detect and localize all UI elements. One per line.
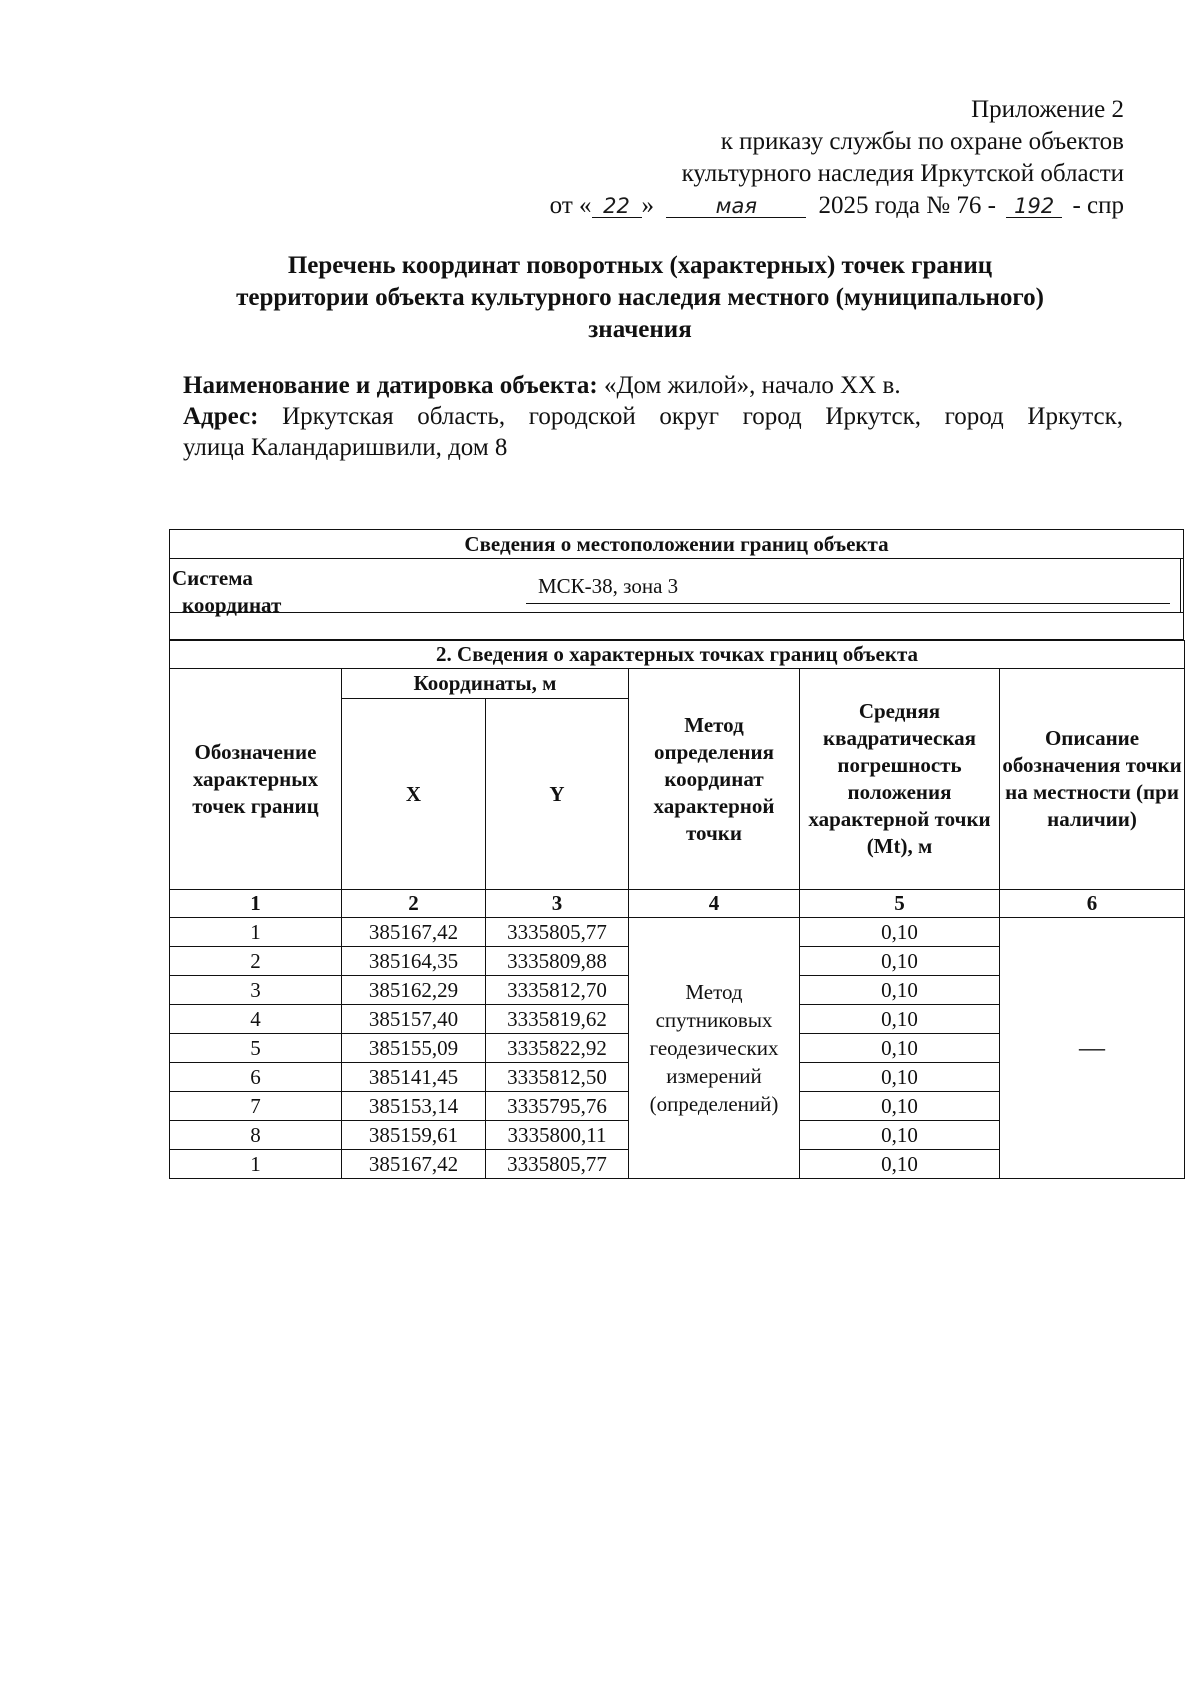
object-address-row-2: улица Каландаришвили, дом 8 [183, 434, 508, 461]
coordinate-system-divider [1180, 559, 1181, 612]
description-cell: — [1000, 918, 1185, 1179]
point-error: 0,10 [800, 1005, 1000, 1034]
point-x: 385153,14 [342, 1092, 486, 1121]
date-quote-close: » [641, 192, 655, 219]
point-error: 0,10 [800, 947, 1000, 976]
col-point-header: Обозначение характерных точек границ [170, 669, 342, 890]
location-section [169, 529, 1184, 640]
coordinate-system-row [170, 559, 1183, 640]
point-y: 3335812,50 [486, 1063, 629, 1092]
object-name-row [183, 370, 1123, 401]
point-y: 3335819,62 [486, 1005, 629, 1034]
order-year-number: 2025 года № 76 - [818, 192, 996, 219]
coordinate-system-label [172, 565, 281, 619]
annex-order-ref: к приказу службы по охране объектов [720, 128, 1124, 155]
col-coords-header: Координаты, м [342, 669, 629, 699]
coordinate-system-label-1: Система [172, 566, 253, 590]
column-number: 5 [800, 890, 1000, 918]
point-error: 0,10 [800, 1092, 1000, 1121]
annex-date-line [550, 190, 1124, 222]
point-id: 3 [170, 976, 342, 1005]
column-number: 6 [1000, 890, 1185, 918]
title-line-3: значения [588, 316, 692, 343]
point-error: 0,10 [800, 976, 1000, 1005]
date-prefix: от « [549, 192, 592, 219]
point-id: 6 [170, 1063, 342, 1092]
col-method-header: Метод определения координат характерной точки [629, 669, 800, 890]
object-name-value: «Дом жилой», начало XX в. [603, 372, 901, 399]
annex-title: Приложение 2 [971, 96, 1124, 123]
handwritten-month: мая [666, 195, 806, 218]
point-x: 385164,35 [342, 947, 486, 976]
point-error: 0,10 [800, 918, 1000, 947]
method-cell: Метод спутниковых геодезических измерений (определений) [629, 918, 800, 1179]
point-x: 385162,29 [342, 976, 486, 1005]
location-header: Сведения о местоположении границ объекта [170, 530, 1183, 559]
column-number-row [170, 890, 1185, 918]
points-table-header: 2. Сведения о характерных точках границ объекта [170, 641, 1185, 669]
column-number: 1 [170, 890, 342, 918]
handwritten-day: 22 [592, 195, 642, 218]
point-y: 3335822,92 [486, 1034, 629, 1063]
point-y: 3335800,11 [486, 1121, 629, 1150]
order-suffix: - спр [1072, 192, 1124, 219]
point-x: 385157,40 [342, 1005, 486, 1034]
point-error: 0,10 [800, 1150, 1000, 1179]
point-id: 8 [170, 1121, 342, 1150]
point-id: 4 [170, 1005, 342, 1034]
point-x: 385167,42 [342, 1150, 486, 1179]
point-x: 385155,09 [342, 1034, 486, 1063]
point-y: 3335812,70 [486, 976, 629, 1005]
object-address-label: Адрес: [183, 403, 259, 430]
coordinate-system-value: МСК-38, зона 3 [526, 569, 1170, 604]
title-line-1: Перечень координат поворотных (характерных) точек границ [287, 252, 993, 279]
point-id: 5 [170, 1034, 342, 1063]
point-id: 2 [170, 947, 342, 976]
column-number: 4 [629, 890, 800, 918]
point-y: 3335795,76 [486, 1092, 629, 1121]
col-description-header: Описание обозначения точки на местности (при наличии) [1000, 669, 1185, 890]
point-y: 3335805,77 [486, 918, 629, 947]
point-id: 7 [170, 1092, 342, 1121]
object-name-label: Наименование и датировка объекта: [183, 372, 598, 399]
annex-header [550, 94, 1124, 222]
point-id: 1 [170, 1150, 342, 1179]
col-y-header: Y [486, 699, 629, 890]
col-error-header: Средняя квадратическая погрешность положения характерной точки (Mt), м [800, 669, 1000, 890]
coordinate-system-label-2: координат [182, 593, 282, 617]
point-error: 0,10 [800, 1034, 1000, 1063]
point-id: 1 [170, 918, 342, 947]
coordinate-system-spacer [170, 612, 1183, 639]
point-y: 3335809,88 [486, 947, 629, 976]
annex-agency: культурного наследия Иркутской области [681, 160, 1124, 187]
point-error: 0,10 [800, 1063, 1000, 1092]
point-error: 0,10 [800, 1121, 1000, 1150]
document-title [160, 250, 1120, 346]
object-info [183, 370, 1123, 463]
handwritten-order-number: 192 [1006, 195, 1062, 218]
column-number: 3 [486, 890, 629, 918]
point-x: 385167,42 [342, 918, 486, 947]
col-x-header: X [342, 699, 486, 890]
point-x: 385141,45 [342, 1063, 486, 1092]
point-y: 3335805,77 [486, 1150, 629, 1179]
boundary-tables [169, 529, 1184, 1179]
title-line-2: территории объекта культурного наследия местного (муниципального) [236, 284, 1044, 311]
column-number: 2 [342, 890, 486, 918]
object-address-row [183, 401, 1123, 432]
table-row [170, 918, 1185, 947]
point-x: 385159,61 [342, 1121, 486, 1150]
boundary-points-table [169, 640, 1185, 1179]
object-address-value-1: Иркутская область, городской округ город Иркутск, город Иркутск, [282, 403, 1123, 430]
